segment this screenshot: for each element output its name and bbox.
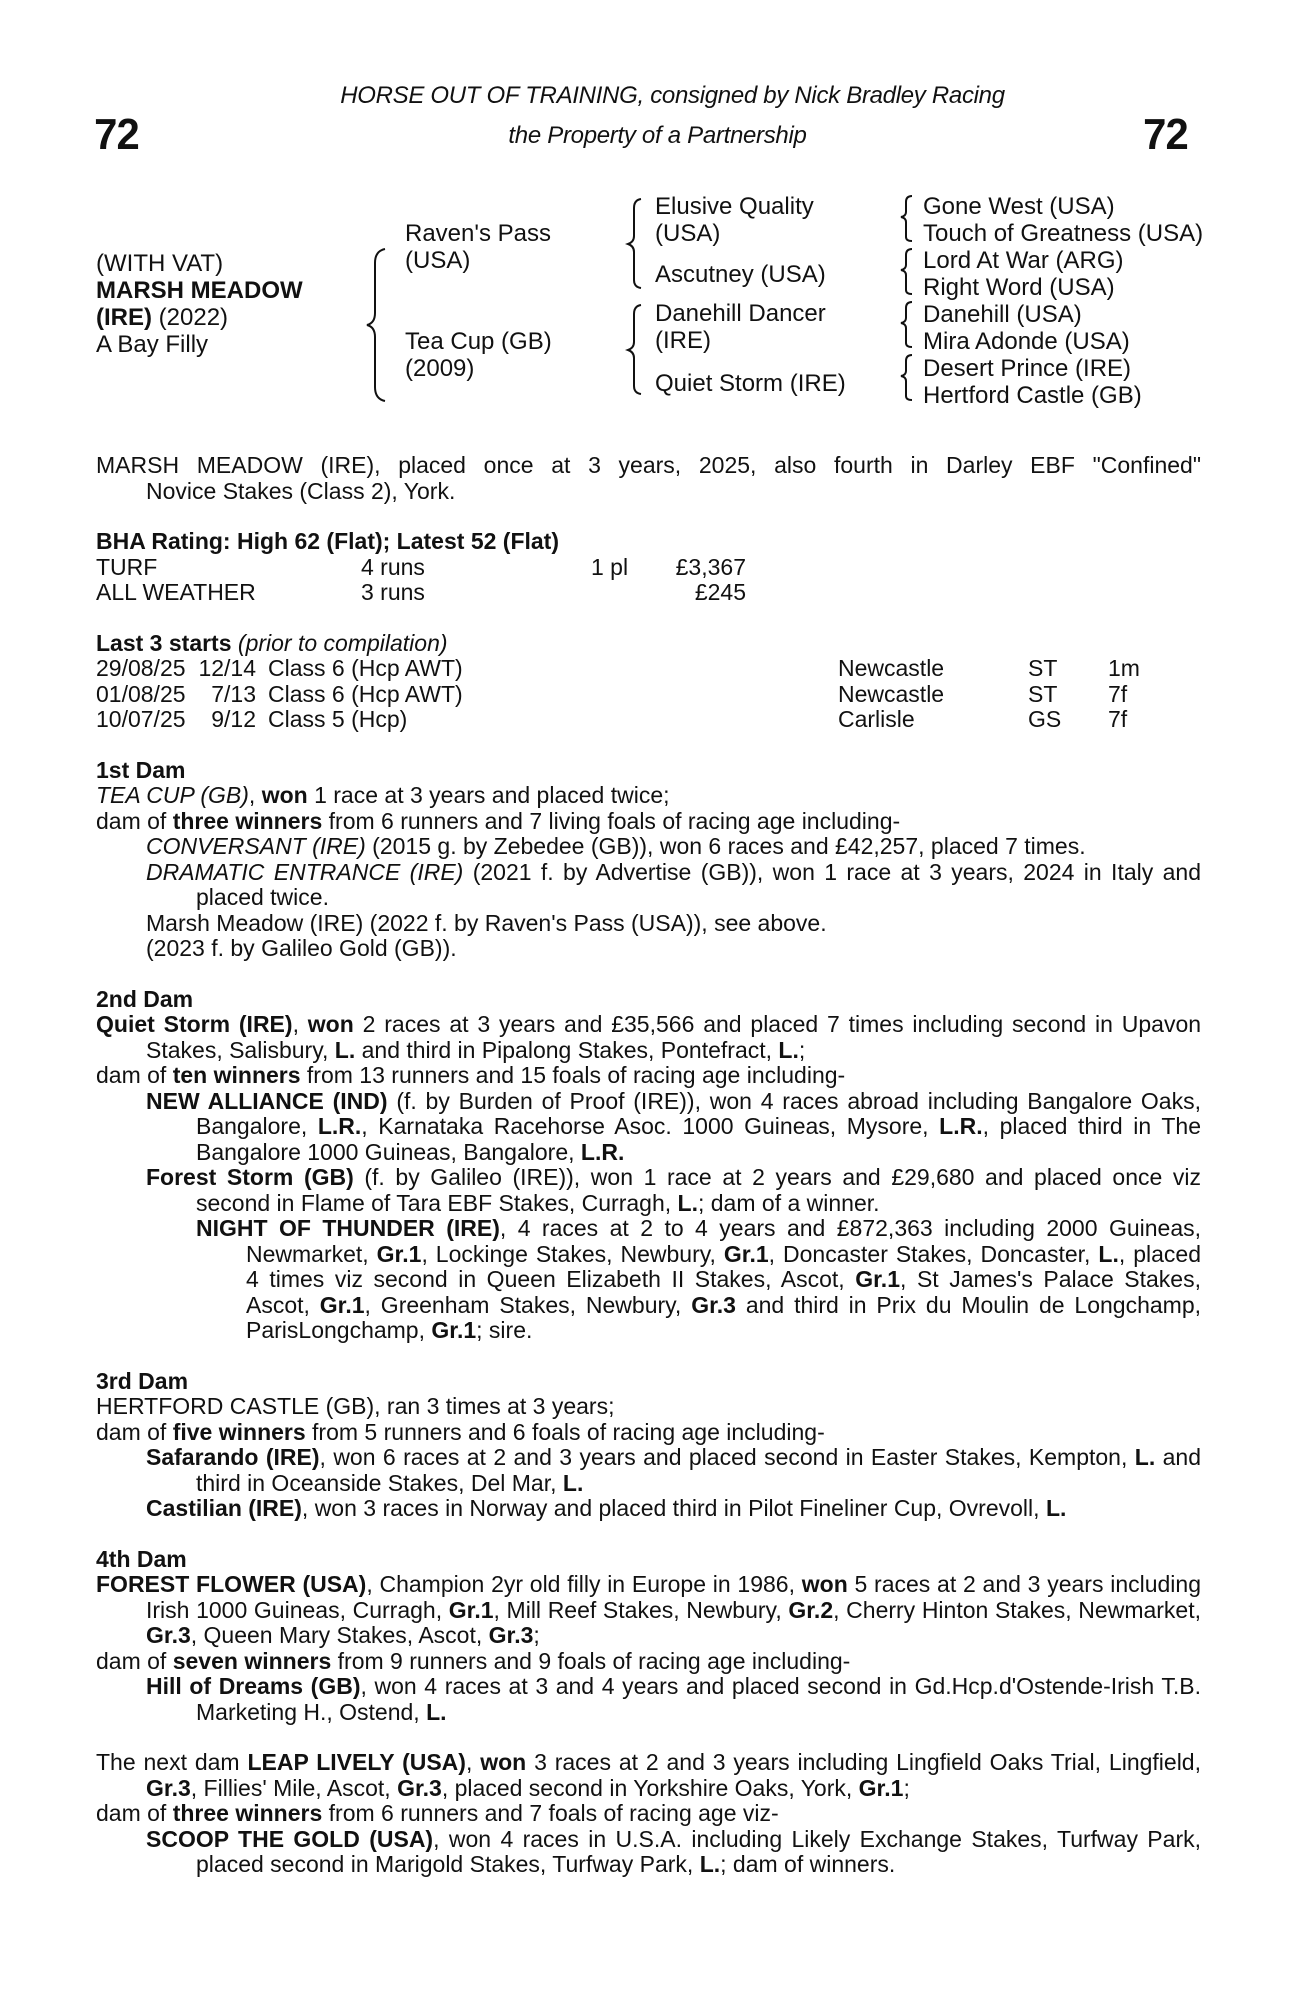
produce-text: , placed 4 times viz second in Queen Elizabeth II Stakes, Ascot, xyxy=(246,1240,1201,1292)
horse-name: MARSH MEADOW xyxy=(96,277,303,304)
brace-dam-line xyxy=(625,302,647,397)
start-going: ST xyxy=(1028,655,1058,681)
winners-count: five winners xyxy=(172,1418,306,1445)
sire-sire-name: Elusive Quality xyxy=(655,193,814,220)
produce-text: and third in Prix du Moulin de Longchamp, ParisLongchamp, xyxy=(246,1291,1201,1343)
horse-origin-year xyxy=(96,304,303,331)
surface: ALL WEATHER xyxy=(96,579,256,605)
horse-description: A Bay Filly xyxy=(96,331,209,358)
produce-text: ; dam of winners. xyxy=(720,1851,896,1877)
text: The next dam xyxy=(96,1749,248,1775)
first-dam-section xyxy=(96,758,1201,962)
punct: , xyxy=(248,782,262,808)
dam-name: FOREST FLOWER (USA) xyxy=(96,1571,367,1597)
earnings: £245 xyxy=(694,579,746,605)
sire xyxy=(405,220,551,274)
grade-badge: L. xyxy=(334,1036,356,1063)
start-going: GS xyxy=(1028,706,1062,732)
start-going: ST xyxy=(1028,680,1058,707)
start-distance: 7f xyxy=(1108,680,1128,707)
produce-text: (2021 f. by Advertise (GB)), won 1 race at 3 years, 2024 in Italy and placed twice. xyxy=(196,858,1201,910)
dam-record xyxy=(96,783,1201,809)
produce-text: Marsh Meadow (IRE) (2022 f. by Raven's Pass (USA)), see above. xyxy=(146,909,827,936)
start-row xyxy=(96,682,1201,708)
record-text: ; xyxy=(903,1774,910,1801)
dam-record xyxy=(96,1572,1201,1649)
produce-entry xyxy=(96,1216,1201,1344)
start-course: Newcastle xyxy=(838,680,945,707)
next-dam-section xyxy=(96,1750,1201,1878)
text: from 13 runners and 15 foals of racing age including- xyxy=(300,1062,846,1088)
summary-line: MARSH MEADOW (IRE), placed once at 3 years, 2025, also fourth in Darley EBF "Confined" xyxy=(96,452,1201,478)
produce-text: , won 6 races at 2 and 3 years and placed second in Easter Stakes, Kempton, xyxy=(319,1444,1135,1470)
grade-badge: L.R. xyxy=(939,1113,983,1139)
dam-of-line xyxy=(96,1801,1201,1827)
start-distance: 1m xyxy=(1108,655,1140,681)
bha-rating-title: BHA Rating: High 62 (Flat); Latest 52 (Flat) xyxy=(96,528,559,554)
dam-name: Tea Cup (GB) xyxy=(405,328,552,355)
grade-badge: Gr.1 xyxy=(448,1596,494,1623)
text: dam of xyxy=(96,1647,173,1674)
dam-of-line xyxy=(96,809,1201,835)
produce-text: , placed third in The Bangalore 1000 Guineas, Bangalore, xyxy=(196,1113,1201,1165)
text: dam of xyxy=(96,1800,173,1826)
sire-sire xyxy=(655,193,814,247)
third-dam-section xyxy=(96,1369,1201,1522)
grade-badge: L. xyxy=(1098,1240,1119,1267)
produce-entry xyxy=(96,911,1201,937)
produce-entry xyxy=(96,1089,1201,1166)
text: dam of xyxy=(96,807,173,834)
won-label: won xyxy=(261,782,308,808)
property-line: the Property of a Partnership xyxy=(508,122,807,149)
produce-name: Hill of Dreams (GB) xyxy=(146,1673,361,1699)
produce-entry xyxy=(96,1674,1201,1725)
produce-text: , won 3 races in Norway and placed third in Pilot Fineliner Cup, Ovrevoll, xyxy=(301,1495,1046,1521)
grade-badge: L. xyxy=(1134,1444,1156,1470)
produce-name: Forest Storm (GB) xyxy=(146,1164,354,1190)
consignor-line: HORSE OUT OF TRAINING, consigned by Nick Bradley Racing xyxy=(340,82,1005,109)
record-text: , Fillies' Mile, Ascot, xyxy=(190,1774,398,1801)
grade-badge: Gr.3 xyxy=(146,1774,191,1801)
record-text: 3 races at 2 and 3 years including Lingfield Oaks Trial, Lingfield, xyxy=(526,1749,1201,1775)
record-text: 1 race at 3 years and placed twice; xyxy=(307,782,670,808)
grade-badge: L. xyxy=(426,1698,447,1725)
section-title: 1st Dam xyxy=(96,756,186,783)
sire-sire-country: (USA) xyxy=(655,220,721,247)
grade-badge: Gr.1 xyxy=(858,1774,904,1801)
grade-badge: Gr.3 xyxy=(488,1622,534,1648)
start-class: Class 6 (Hcp AWT) xyxy=(268,655,463,681)
produce-text: (2023 f. by Galileo Gold (GB)). xyxy=(146,935,457,961)
produce-text: , St James's Palace Stakes, Ascot, xyxy=(246,1266,1201,1318)
punct: , xyxy=(292,1011,308,1037)
lot-number-right: 72 xyxy=(1143,110,1188,159)
dam-sire-name: Danehill Dancer xyxy=(655,300,826,327)
produce-entry xyxy=(96,834,1201,860)
grade-badge: Gr.1 xyxy=(431,1317,477,1343)
catalogue-body xyxy=(96,453,1201,1878)
dam-record xyxy=(96,1012,1201,1063)
placed: 1 pl xyxy=(591,553,629,580)
dam-name: TEA CUP (GB) xyxy=(96,782,249,808)
bha-rating-section xyxy=(96,529,1201,606)
produce-text: , Greenham Stakes, Newbury, xyxy=(364,1291,692,1318)
winners-count: three winners xyxy=(172,1800,323,1826)
produce-name: CONVERSANT (IRE) xyxy=(146,833,366,859)
start-date: 29/08/25 xyxy=(96,655,186,681)
section-title: 3rd Dam xyxy=(96,1367,189,1394)
record-text: , Champion 2yr old filly in Europe in 1986, xyxy=(366,1571,802,1597)
start-distance: 7f xyxy=(1108,706,1128,732)
grade-badge: L. xyxy=(699,1851,721,1877)
produce-text: , 4 races at 2 to 4 years and £872,363 including 2000 Guineas, Newmarket, xyxy=(246,1215,1201,1267)
gen3-ancestors xyxy=(923,193,1203,409)
won-label: won xyxy=(480,1749,527,1775)
grade-badge: L. xyxy=(1045,1495,1067,1521)
won-label: won xyxy=(307,1011,354,1037)
text: from 9 runners and 9 foals of racing age including- xyxy=(331,1647,851,1674)
grade-badge: L. xyxy=(677,1189,698,1216)
won-label: won xyxy=(801,1571,848,1597)
grade-badge: Gr.2 xyxy=(788,1596,834,1623)
gen3-ancestor: Mira Adonde (USA) xyxy=(923,328,1130,355)
grade-badge: Gr.1 xyxy=(319,1291,365,1318)
grade-badge: Gr.3 xyxy=(691,1291,736,1318)
dam-sire xyxy=(655,300,826,354)
section-title: 2nd Dam xyxy=(96,985,194,1012)
fourth-dam-section xyxy=(96,1547,1201,1726)
produce-text: (2015 g. by Zebedee (GB)), won 6 races and £42,257, placed 7 times. xyxy=(365,833,1086,859)
grade-badge: L.R. xyxy=(317,1113,362,1139)
gen3-ancestor: Danehill (USA) xyxy=(923,301,1082,328)
start-row xyxy=(96,656,1201,682)
record-text: ; xyxy=(533,1622,540,1648)
lot-number-left: 72 xyxy=(94,110,139,159)
produce-name: NIGHT OF THUNDER (IRE) xyxy=(196,1215,500,1241)
grade-badge: Gr.3 xyxy=(146,1622,191,1648)
earnings: £3,367 xyxy=(675,553,746,580)
last-starts-section xyxy=(96,631,1201,733)
start-class: Class 6 (Hcp AWT) xyxy=(268,680,463,707)
sire-dam: Ascutney (USA) xyxy=(655,261,826,288)
dam-of-line xyxy=(96,1649,1201,1675)
produce-name: DRAMATIC ENTRANCE (IRE) xyxy=(146,858,464,885)
record-text: and third in Pipalong Stakes, Pontefract, xyxy=(355,1036,779,1063)
record-text: , placed second in Yorkshire Oaks, York, xyxy=(441,1774,859,1801)
race-summary xyxy=(96,453,1201,504)
start-date: 10/07/25 xyxy=(96,706,186,732)
record-text: ; xyxy=(798,1036,806,1063)
horse-identity xyxy=(96,250,303,358)
produce-name: Castilian (IRE) xyxy=(146,1495,302,1521)
dam-record: HERTFORD CASTLE (GB), ran 3 times at 3 years; xyxy=(96,1393,615,1419)
runs: 3 runs xyxy=(361,579,425,605)
text: from 6 runners and 7 foals of racing age viz- xyxy=(322,1800,779,1826)
text: from 6 runners and 7 living foals of racing age including- xyxy=(322,807,901,834)
record-text: , Cherry Hinton Stakes, Newmarket, xyxy=(833,1596,1201,1623)
dam-sire-country: (IRE) xyxy=(655,327,711,354)
last-starts-title: Last 3 starts xyxy=(96,629,232,656)
summary-line: Novice Stakes (Class 2), York. xyxy=(146,477,456,504)
grade-badge: Gr.3 xyxy=(397,1774,442,1801)
produce-text: ; dam of a winner. xyxy=(697,1189,880,1216)
record-text: , Mill Reef Stakes, Newbury, xyxy=(493,1596,789,1623)
produce-name: Safarando (IRE) xyxy=(146,1444,320,1470)
produce-entry xyxy=(96,1445,1201,1496)
start-course: Newcastle xyxy=(838,655,945,681)
placed xyxy=(591,580,661,606)
record-text: 5 races at 2 and 3 years including Irish 1000 Guineas, Curragh, xyxy=(146,1571,1201,1623)
last-starts-heading xyxy=(96,631,1201,657)
produce-text: , Doncaster Stakes, Doncaster, xyxy=(768,1240,1099,1267)
produce-entry xyxy=(96,1827,1201,1878)
runs: 4 runs xyxy=(361,553,425,580)
record-text: , Queen Mary Stakes, Ascot, xyxy=(190,1622,489,1648)
produce-entry xyxy=(96,936,1201,962)
produce-text: and third in Oceanside Stakes, Del Mar, xyxy=(196,1444,1201,1496)
sire-name: Raven's Pass xyxy=(405,220,551,247)
horse-country: (IRE) xyxy=(96,304,152,331)
dam-dam: Quiet Storm (IRE) xyxy=(655,370,846,397)
produce-text: ; sire. xyxy=(476,1317,533,1343)
braces-gen3 xyxy=(898,193,916,413)
grade-badge: L.R. xyxy=(580,1138,625,1165)
grade-badge: L. xyxy=(562,1469,584,1496)
start-row xyxy=(96,707,1201,733)
dam-name: LEAP LIVELY (USA) xyxy=(247,1749,466,1775)
produce-text: , won 4 races in U.S.A. including Likely Exchange Stakes, Turfway Park, placed second in Marigold Stakes, Turfway Park, xyxy=(196,1825,1201,1877)
gen3-ancestor: Hertford Castle (GB) xyxy=(923,382,1142,409)
surface: TURF xyxy=(96,553,158,580)
punct: , xyxy=(465,1749,481,1775)
produce-text: (f. by Burden of Proof (IRE)), won 4 races abroad including Bangalore Oaks, Bangalore, xyxy=(196,1087,1201,1139)
grade-badge: L. xyxy=(778,1036,799,1063)
last-starts-subtitle: (prior to compilation) xyxy=(237,629,448,656)
grade-badge: Gr.1 xyxy=(376,1240,422,1267)
produce-text: , Lockinge Stakes, Newbury, xyxy=(421,1240,724,1267)
produce-entry xyxy=(96,860,1201,911)
produce-entry xyxy=(96,1165,1201,1216)
start-position: 7/13 xyxy=(211,680,256,707)
produce-entry xyxy=(96,1496,1201,1522)
winners-count: ten winners xyxy=(172,1062,301,1088)
bha-row xyxy=(96,555,1201,581)
dam-year: (2009) xyxy=(405,355,475,382)
winners-count: seven winners xyxy=(172,1647,332,1674)
grade-badge: Gr.1 xyxy=(855,1266,900,1292)
text: dam of xyxy=(96,1062,173,1088)
horse-year: (2022) xyxy=(158,304,229,331)
sire-country: (USA) xyxy=(405,247,471,274)
dam xyxy=(405,328,552,382)
start-date: 01/08/25 xyxy=(96,680,186,707)
brace-sire-line xyxy=(625,196,647,291)
dam-of-line xyxy=(96,1063,1201,1089)
gen3-ancestor: Gone West (USA) xyxy=(923,193,1115,220)
start-course: Carlisle xyxy=(838,706,915,732)
text: dam of xyxy=(96,1418,173,1445)
produce-text: , won 4 races at 3 and 4 years and placed second in Gd.Hcp.d'Ostende-Irish T.B. Marketing H., Ostend, xyxy=(196,1673,1201,1725)
winners-count: three winners xyxy=(172,807,323,834)
produce-name: NEW ALLIANCE (IND) xyxy=(146,1087,388,1114)
gen3-ancestor: Touch of Greatness (USA) xyxy=(923,220,1204,247)
section-title: 4th Dam xyxy=(96,1545,187,1572)
dam-of-line xyxy=(96,1420,1201,1446)
bha-row xyxy=(96,580,1201,606)
second-dam-section xyxy=(96,987,1201,1344)
start-position: 12/14 xyxy=(198,655,256,681)
record-text: 2 races at 3 years and £35,566 and placed 7 times including second in Upavon Stakes, Salisbury, xyxy=(146,1011,1202,1063)
start-position: 9/12 xyxy=(211,706,256,732)
grade-badge: Gr.1 xyxy=(723,1240,769,1267)
produce-name: SCOOP THE GOLD (USA) xyxy=(146,1825,434,1852)
gen3-ancestor: Right Word (USA) xyxy=(923,274,1115,301)
gen3-ancestor: Desert Prince (IRE) xyxy=(923,355,1132,382)
text: from 5 runners and 6 foals of racing age including- xyxy=(305,1418,825,1445)
gen3-ancestor: Lord At War (ARG) xyxy=(923,247,1124,274)
dam-name: Quiet Storm (IRE) xyxy=(96,1011,293,1037)
dam-record xyxy=(96,1750,1201,1801)
produce-text: (f. by Galileo (IRE)), won 1 race at 2 years and £29,680 and placed once viz second in Flame of Tara EBF Stakes, Curragh, xyxy=(196,1164,1201,1216)
brace-gen1 xyxy=(365,245,395,405)
start-class: Class 5 (Hcp) xyxy=(268,706,408,732)
produce-text: , Karnataka Racehorse Asoc. 1000 Guineas, Mysore, xyxy=(361,1113,940,1139)
vat-label: (WITH VAT) xyxy=(96,250,224,277)
